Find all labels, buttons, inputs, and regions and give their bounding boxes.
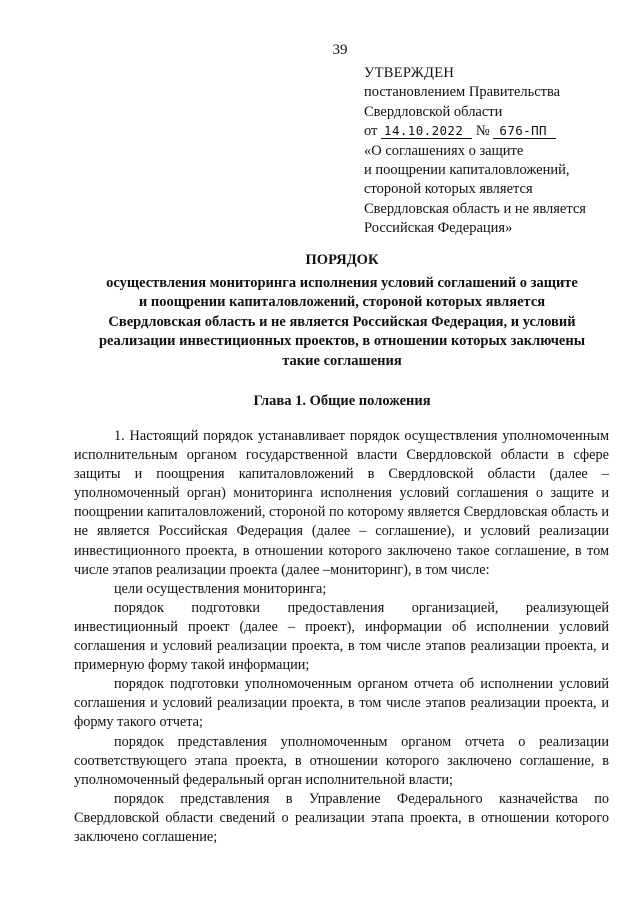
paragraph: 1. Настоящий порядок устанавливает порядок осуществления уполномоченным исполнительным органом государственной власти Свердловской области в сфере защиты и поощрения капиталовложений в Свердловской области (далее – уполномоченный орган) мониторинга исполнения условий соглашения о защите и поощрении капиталовложений, стороной по которому является Свердловская область и не является Российская Федерация (далее – соглашение), и условий реализации инвестиционного проекта, в отношении которого заключено такое соглашение, в том числе этапов реализации проекта (далее –мониторинг), в том числе: (74, 428, 609, 578)
paragraph: порядок подготовки предоставления организацией, реализующей инвестиционный проект (далее – проект), информации об исполнении условий соглашения и условий реализации проекта, в том числе этапов реализации проекта, и примерную форму такой информации; (74, 599, 609, 674)
resolution-title-line: «О соглашениях о защите (364, 142, 524, 159)
approval-line: Свердловской области (364, 103, 503, 120)
chapter-title: Глава 1. Общие положения (253, 393, 431, 409)
title-line: осуществления мониторинга исполнения условий соглашений о защите (106, 274, 578, 291)
approval-stamp (364, 64, 624, 239)
resolution-title-line: Российская Федерация» (364, 220, 513, 237)
title-line: и поощрении капиталовложений, стороной которых является (138, 294, 546, 311)
resolution-title-line: Свердловская область и не является (364, 200, 586, 217)
paragraph: порядок представления уполномоченным органом отчета о реализации соответствующего этапа проекта, в отношении которого заключено соглашение, в уполномоченный федеральный орган исполнительной власти; (74, 733, 609, 788)
number-prefix: № (475, 123, 490, 140)
paragraph: цели осуществления мониторинга; (114, 580, 327, 597)
date-prefix: от (364, 123, 378, 140)
page-number: 39 (332, 42, 348, 58)
approval-number: 676-ПП (493, 123, 556, 139)
paragraph: порядок представления в Управление Федерального казначейства по Свердловской области сведений о реализации этапа проекта, в отношении которого заключено соглашение; (74, 790, 609, 845)
title-line: Свердловская область и не является Российская Федерация, и условий (108, 313, 576, 330)
resolution-title-line: и поощрении капиталовложений, (364, 162, 570, 179)
approval-date: 14.10.2022 (381, 123, 472, 139)
approval-date-line (364, 122, 624, 141)
resolution-title-line: стороной которых является (364, 181, 533, 198)
approval-line: постановлением Правительства (364, 84, 561, 101)
title-line: реализации инвестиционных проектов, в отношении которых заключены (98, 333, 586, 350)
title-line: такие соглашения (282, 352, 402, 369)
approval-heading: УТВЕРЖДЕН (364, 65, 455, 81)
paragraph: порядок подготовки уполномоченным органом отчета об исполнении условий соглашения и условий реализации проекта, в том числе этапов реализации проекта, и форму такого отчета; (74, 676, 609, 731)
document-title (72, 251, 612, 372)
title-heading: ПОРЯДОК (305, 252, 379, 268)
body-text (74, 427, 609, 847)
